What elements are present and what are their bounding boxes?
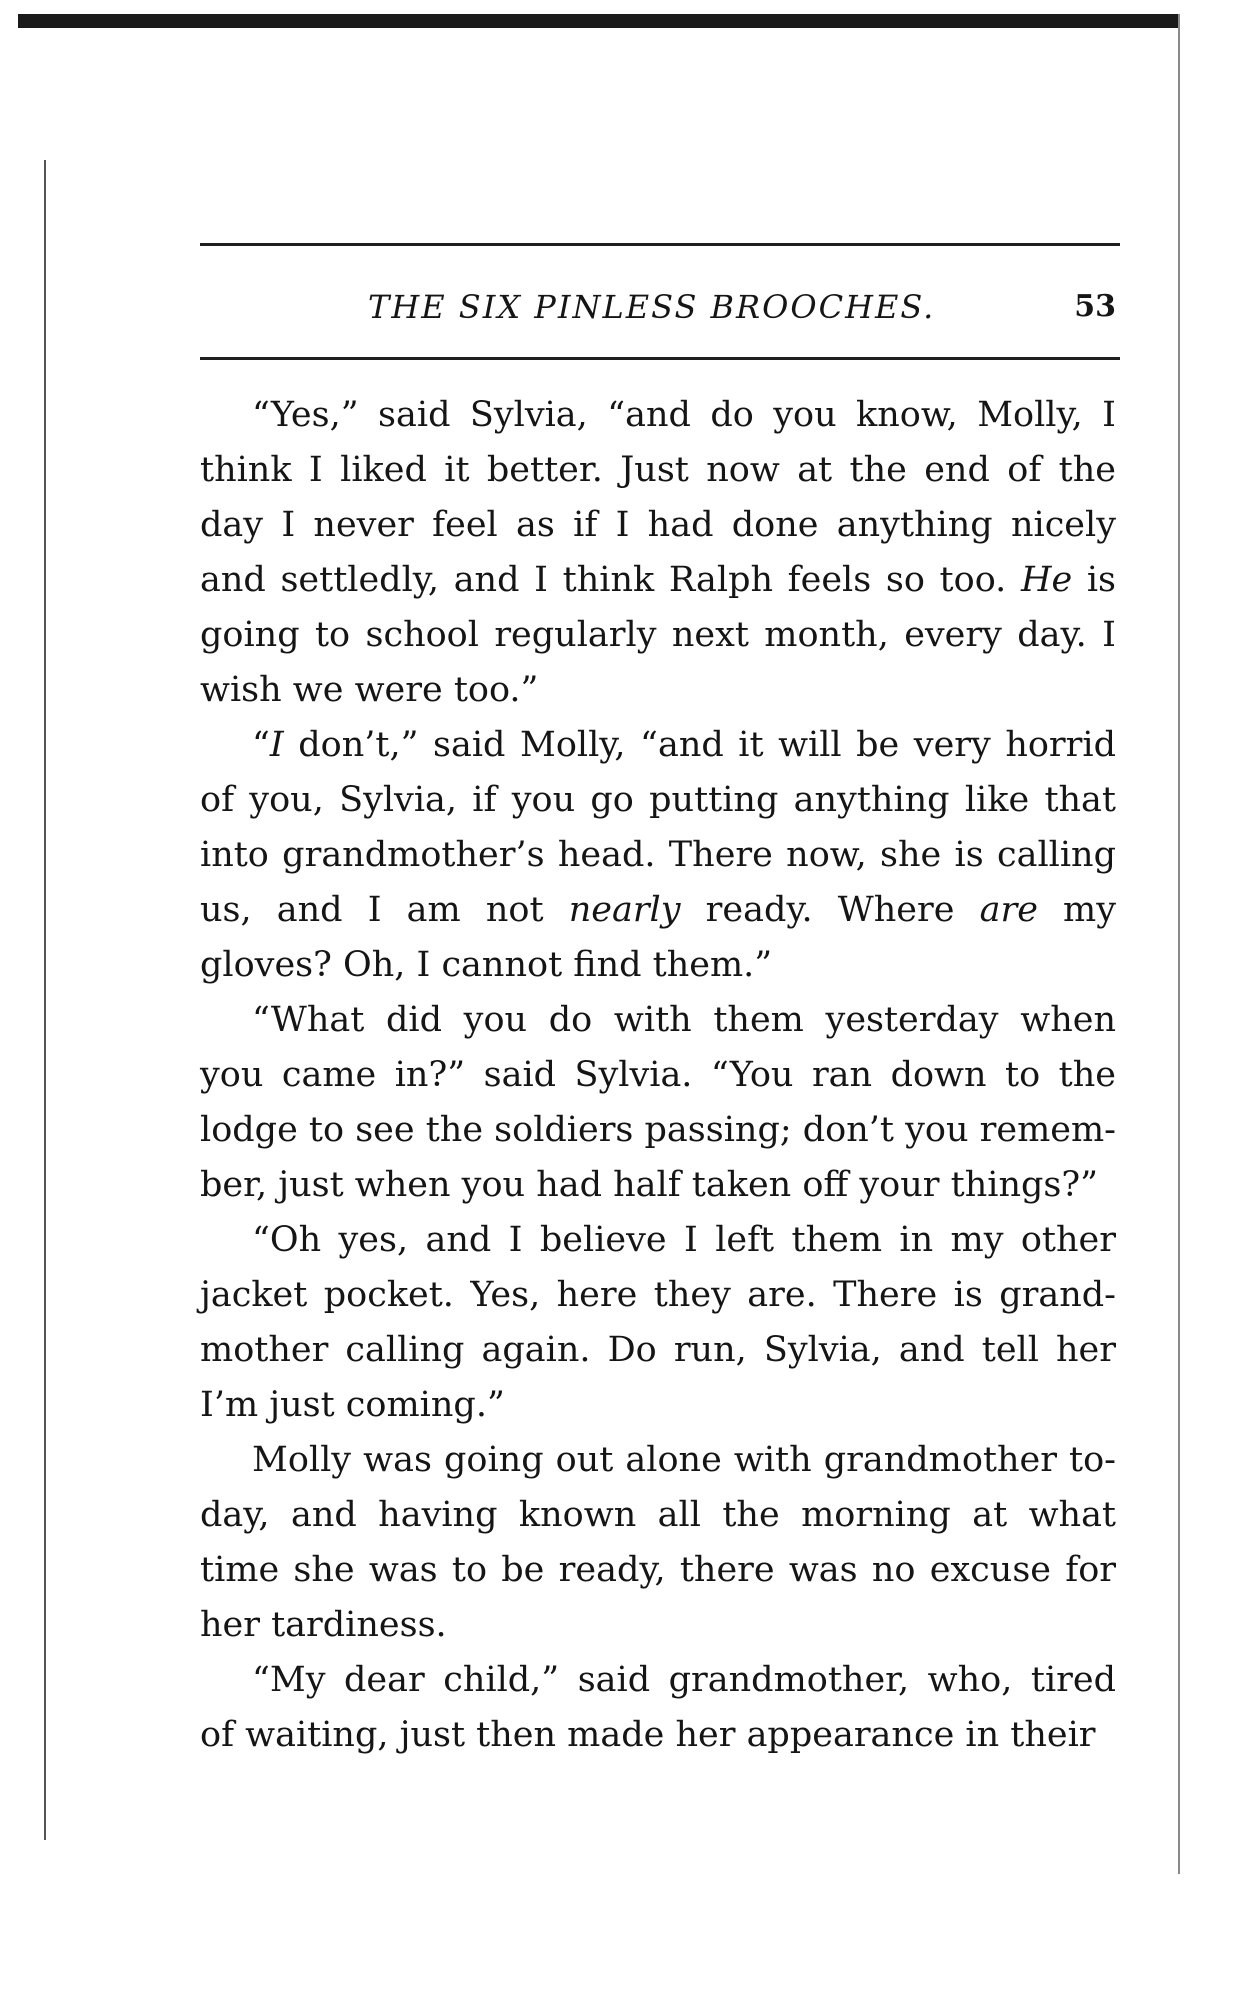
- text-run: my gloves? Oh, I cannot find them.”: [200, 890, 1117, 985]
- italic-run: He: [1020, 560, 1073, 600]
- italic-run: are: [979, 890, 1038, 930]
- text-run: “: [252, 725, 270, 765]
- text-run: “Oh yes, and I believe I left them in my other jacket pocket. Yes, here they are. There is grandmother calling again. Do run, Sylvia, and tell her I’m just coming.”: [200, 1220, 1116, 1425]
- text-run: ready. Where: [680, 890, 980, 930]
- body-text: [200, 388, 1116, 1763]
- italic-run: I: [269, 725, 284, 765]
- text-run: “Yes,” said Sylvia, “and do you know, Molly, I think I liked it better. Just now at the end of the day I never feel as if I had done anything nicely and settledly, and I think Ralph feels so too.: [200, 395, 1116, 600]
- page-left-edge: [44, 160, 46, 1840]
- header-rule-lower: [200, 357, 1120, 360]
- italic-run: nearly: [568, 890, 681, 930]
- page-top-rule: [18, 14, 1178, 28]
- paragraph: [200, 1433, 1116, 1653]
- page-right-edge: [1178, 14, 1180, 1874]
- header-rule-upper: [200, 243, 1120, 246]
- paragraph: [200, 1653, 1116, 1763]
- text-run: “What did you do with them yesterday when you came in?” said Sylvia. “You ran down to the lodge to see the soldiers passing; don’t you remember, just when you had half taken off your things?”: [200, 1000, 1116, 1205]
- running-head: [200, 282, 1120, 332]
- page-number: 53: [1074, 289, 1116, 324]
- text-run: don’t,” said Molly, “and it will be very horrid of you, Sylvia, if you go putting anything like that into grandmother’s head. There now, she is calling us, and I am not: [200, 725, 1116, 930]
- paragraph: [200, 718, 1116, 993]
- paragraph: [200, 1213, 1116, 1433]
- running-title: THE SIX PINLESS BROOCHES.: [368, 288, 936, 326]
- paragraph: [200, 388, 1116, 718]
- text-run: is going to school regularly next month, every day. I wish we were too.”: [200, 560, 1117, 710]
- text-run: “My dear child,” said grandmother, who, tired of waiting, just then made her appearance in their: [200, 1660, 1116, 1755]
- text-run: Molly was going out alone with grandmother today, and having known all the morning at what time she was to be ready, there was no excuse for her tardiness.: [200, 1440, 1116, 1645]
- paragraph: [200, 993, 1116, 1213]
